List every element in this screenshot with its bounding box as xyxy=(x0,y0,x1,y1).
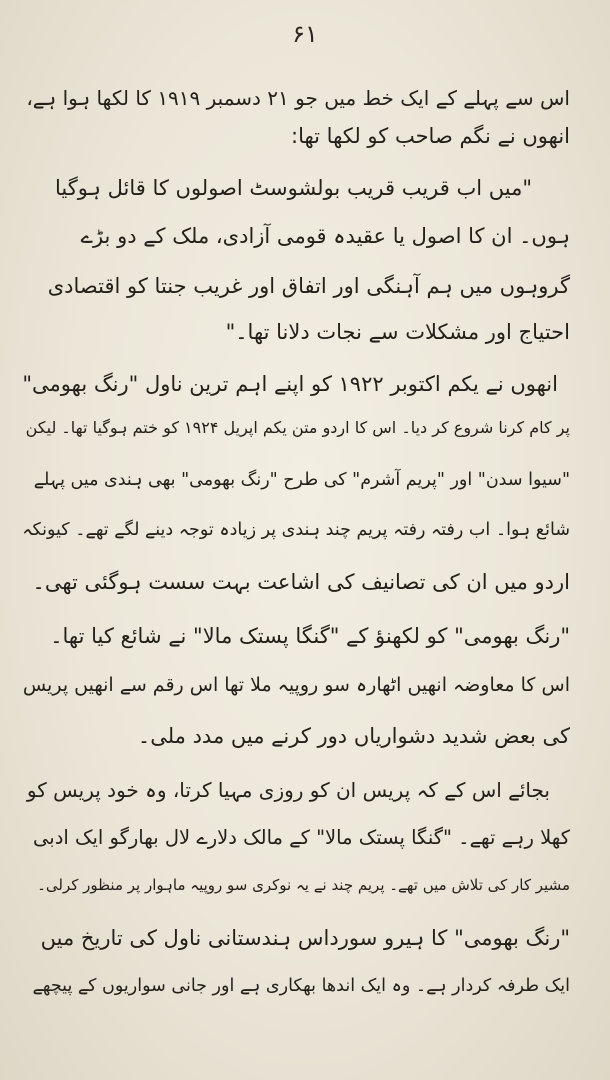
quote-line: احتیاج اور مشکلات سے نجات دلانا تھا۔" xyxy=(225,320,570,344)
text-line: شائع ہوا۔ اب رفتہ رفتہ پریم چند ہندی پر زیادہ توجہ دینے لگے تھے۔ کیونکہ xyxy=(22,520,570,540)
text-line: "سیوا سدن" اور "پریم آشرم" کی طرح "رنگ بھومی" بھی ہندی میں پہلے xyxy=(33,470,570,490)
text-line: مشیر کار کی تلاش میں تھے۔ پریم چند نے یہ نوکری سو روپیہ ماہوار پر منظور کرلی۔ xyxy=(37,876,570,894)
text-line: پر کام کرنا شروع کر دیا۔ اس کا اردو متن یکم اپریل ۱۹۲۴ کو ختم ہوگیا تھا۔ لیکن xyxy=(25,418,570,437)
text-line: اس کا معاوضہ انھیں اٹھارہ سو روپیہ ملا تھا اس رقم سے انھیں پریس xyxy=(22,674,570,696)
text-line: ایک طرفہ کردار ہے۔ وہ ایک اندھا بھکاری ہے اور جانی سواریوں کے پیچھے xyxy=(32,976,570,996)
text-line: "رنگ بھومی" کا ہیرو سورداس ہندستانی ناول کی تاریخ میں xyxy=(40,926,570,950)
text-line: کھلا رہے تھے۔ "گنگا پستک مالا" کے مالک دلارے لال بھارگو ایک ادبی xyxy=(33,826,570,849)
text-line: انھوں نے نگم صاحب کو لکھا تھا: xyxy=(291,124,570,148)
text-line: اس سے پہلے کے ایک خط میں جو ۲۱ دسمبر ۱۹۱۹ کا لکھا ہوا ہے، xyxy=(26,86,570,110)
text-line: اردو میں ان کی تصانیف کی اشاعت بہت سست ہوگئی تھی۔ xyxy=(32,570,570,594)
text-line: بجائے اس کے کہ پریس ان کو روزی مہیا کرتا، وہ خود پریس کو xyxy=(26,778,550,802)
page-number: ۶۱ xyxy=(292,20,318,48)
quote-line: گروہوں میں ہم آہنگی اور اتفاق اور غریب جنتا کو اقتصادی xyxy=(47,274,570,298)
text-line: انھوں نے یکم اکتوبر ۱۹۲۲ کو اپنے اہم ترین ناول "رنگ بھومی" xyxy=(22,372,558,396)
text-line: "رنگ بھومی" کو لکھنؤ کے "گنگا پستک مالا" نے شائع کیا تھا۔ xyxy=(50,624,570,648)
text-line: کی بعض شدید دشواریاں دور کرنے میں مدد ملی۔ xyxy=(137,724,570,748)
quote-line: ہوں۔ ان کا اصول یا عقیدہ قومی آزادی، ملک کے دو بڑے xyxy=(80,224,570,248)
quote-line: "میں اب قریب قریب بولشوسٹ اصولوں کا قائل ہوگیا xyxy=(55,176,532,200)
